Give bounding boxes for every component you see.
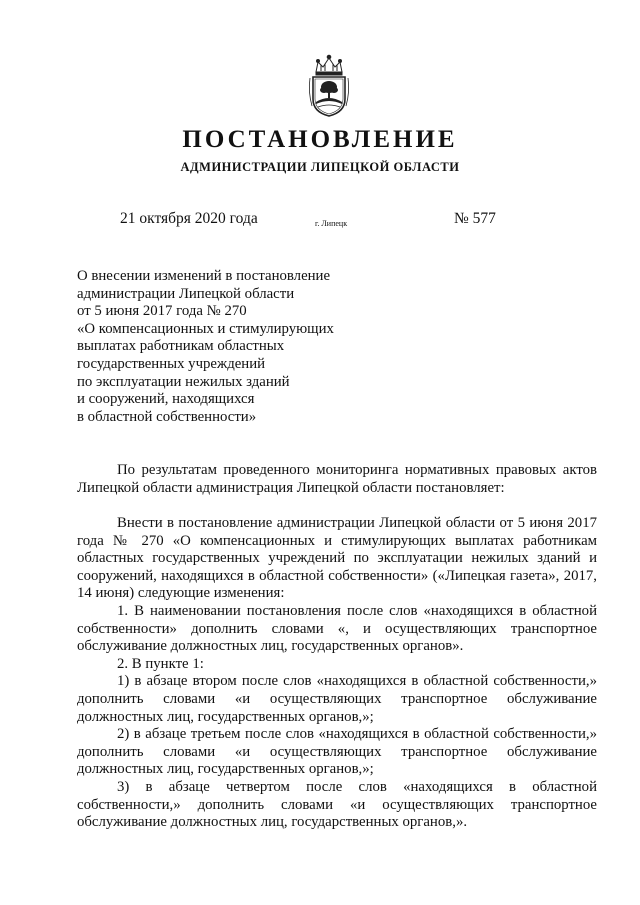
document-city: г. Липецк (315, 219, 348, 228)
subject-line: О внесении изменений в постановление (77, 268, 331, 284)
subject-line: по эксплуатации нежилых зданий (77, 373, 290, 390)
document-body (77, 515, 597, 832)
subject-line: администрации Липецкой области (77, 285, 295, 302)
coat-of-arms-icon (306, 52, 352, 118)
document-subtitle: АДМИНИСТРАЦИИ ЛИПЕЦКОЙ ОБЛАСТИ (180, 160, 460, 174)
body-paragraph: Внести в постановление администрации Липецкой области от 5 июня 2017 года № 270 «О компенсационных и стимулирующих выплатах работникам областных государственных учреждений по эксплуатации нежилых зданий и сооружений, находящихся в областной собственности» («Липецкая газета», 2017, 14 июня) следующие изменения: (77, 515, 597, 602)
document-subject (77, 268, 377, 426)
document-date: 21 октября 2020 года (120, 210, 258, 227)
document-title: ПОСТАНОВЛЕНИЕ (182, 126, 458, 153)
subject-line: от 5 июня 2017 года № 270 (77, 303, 247, 320)
intro-paragraph (77, 462, 597, 497)
intro-text: По результатам проведенного мониторинга нормативных правовых актов Липецкой области администрация Липецкой области постановляет: (77, 462, 597, 496)
document-number: № 577 (454, 210, 496, 227)
body-paragraph: 2. В пункте 1: (117, 655, 204, 672)
subject-line: в областной собственности» (77, 408, 257, 425)
body-paragraph: 1) в абзаце втором после слов «находящихся в областной собственности,» дополнить словами «и осуществляющих транспортное обслуживание должностных лиц, государственных органов,»; (77, 673, 597, 725)
subject-line: государственных учреждений (77, 355, 266, 372)
subject-line: «О компенсационных и стимулирующих (77, 320, 334, 337)
subject-line: выплатах работникам областных (77, 338, 285, 355)
body-paragraph: 1. В наименовании постановления после слов «находящихся в областной собственности» дополнить словами «, и осуществляющих транспортное обслуживание должностных лиц, государственных органов». (77, 602, 597, 655)
subject-line: и сооружений, находящихся (77, 391, 255, 408)
body-paragraph: 3) в абзаце четвертом после слов «находящихся в областной собственности,» дополнить словами «и осуществляющих транспортное обслуживание должностных лиц, государственных органов,». (77, 778, 597, 831)
body-paragraph: 2) в абзаце третьем после слов «находящихся в областной собственности,» дополнить словами «и осуществляющих транспортное обслуживание должностных лиц, государственных органов,»; (77, 726, 597, 778)
